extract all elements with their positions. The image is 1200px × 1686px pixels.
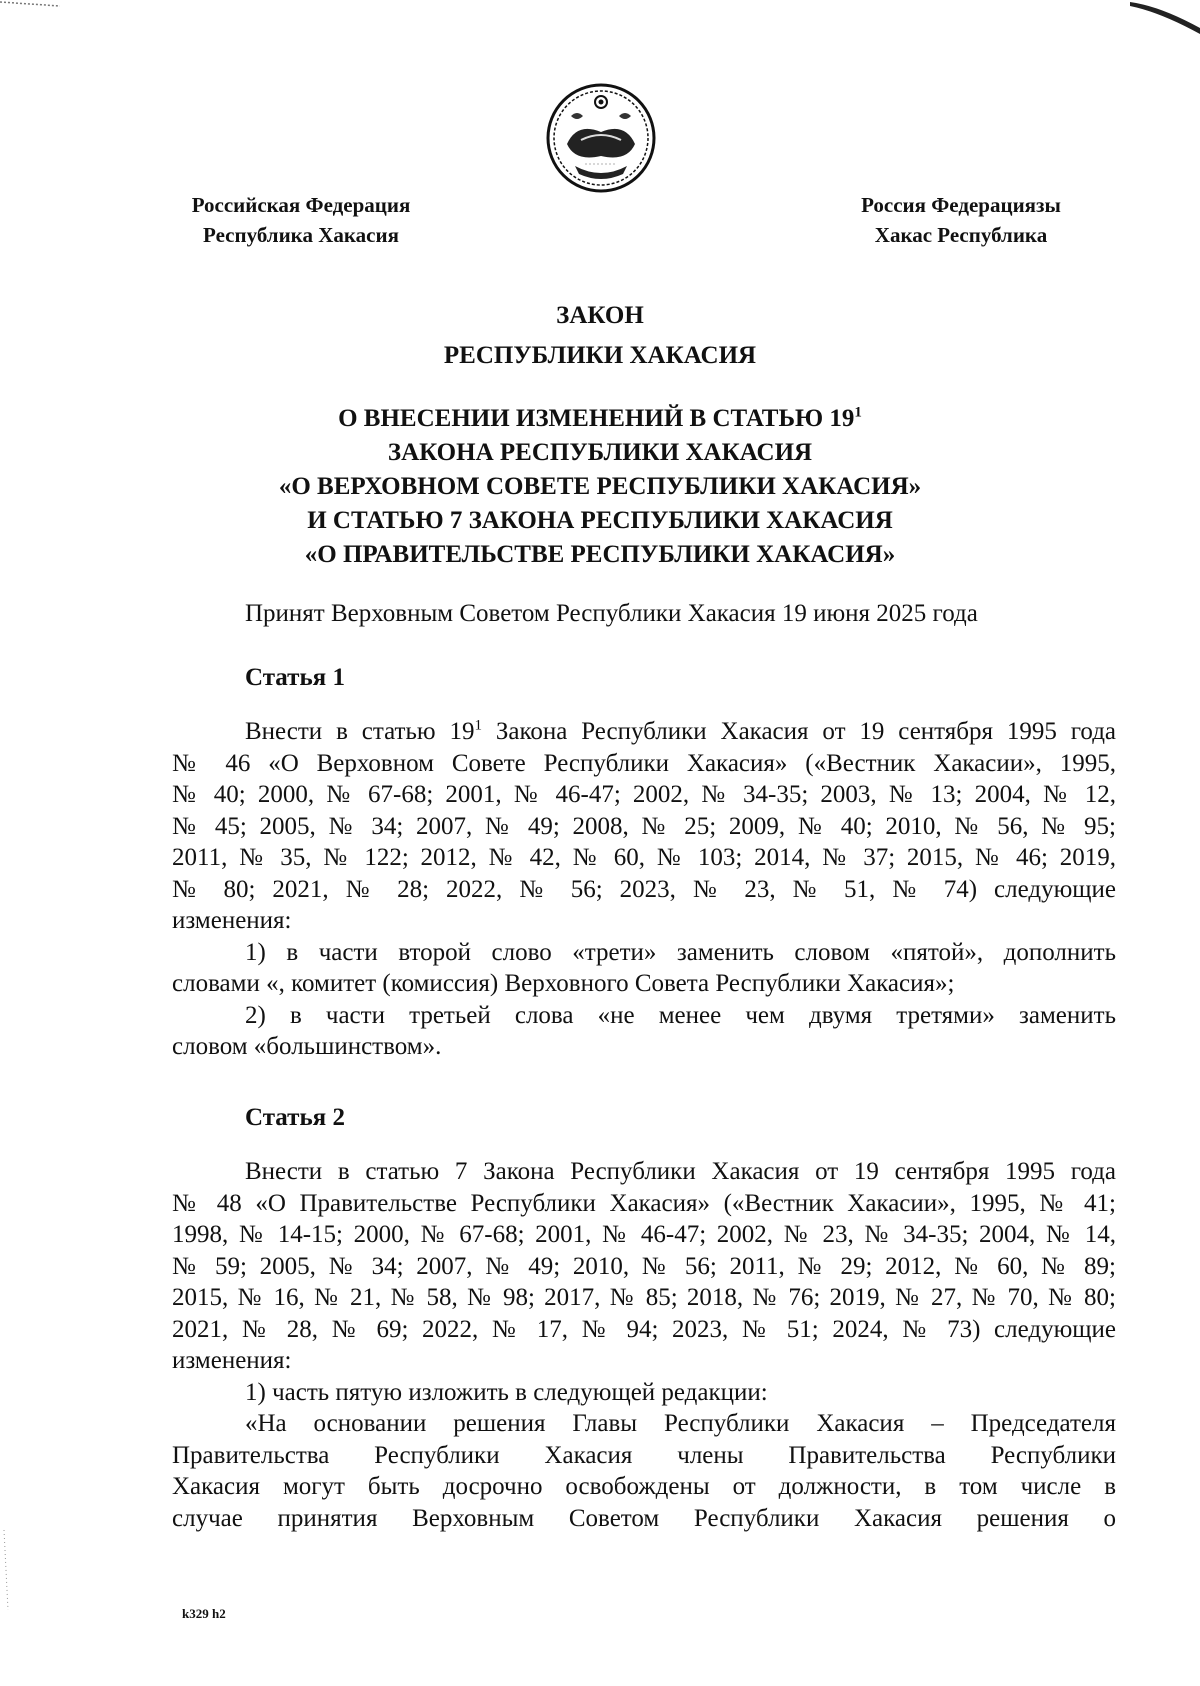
article1-intro-line: № 80; 2021, № 28; 2022, № 56; 2023, № 23, № 51, № 74) следующие [172, 875, 1116, 903]
article2-intro-line: Внести в статью 7 Закона Республики Хакасия от 19 сентября 1995 года [245, 1158, 1116, 1185]
header-right [838, 190, 1084, 250]
header-left-line1: Российская Федерация [191, 193, 411, 217]
article2-intro-line: 2021, № 28, № 69; 2022, № 17, № 94; 2023, № 51; 2024, № 73) следующие [172, 1315, 1116, 1343]
article1-item2-line: словом «большинством». [172, 1033, 442, 1060]
article1-item2 [172, 1000, 1116, 1063]
article1-intro-line: № 45; 2005, № 34; 2007, № 49; 2008, № 25; 2009, № 40; 2010, № 56, № 95; [172, 812, 1116, 840]
article2-quote-line: Правительства Республики Хакасия члены Правительства Республики [172, 1441, 1116, 1469]
document-code: k329 h2 [182, 1606, 226, 1621]
article2-body [172, 1156, 1116, 1534]
article1-item1-line: 1) в части второй слово «трети» заменить словом «пятой», дополнить [245, 938, 1116, 966]
article1-intro-line: 2011, № 35, № 122; 2012, № 42, № 60, № 103; 2014, № 37; 2015, № 46; 2019, [172, 844, 1116, 871]
article1-intro-line: № 40; 2000, № 67-68; 2001, № 46-47; 2002, № 34-35; 2003, № 13; 2004, № 12, [172, 781, 1116, 808]
article2-title: Статья 2 [245, 1104, 345, 1131]
article1-intro-line: № 46 «О Верховном Совете Республики Хакасия» («Вестник Хакасии», 1995, [172, 749, 1116, 777]
subject-line1 [150, 402, 1050, 436]
subject-line3: «О ВЕРХОВНОМ СОВЕТЕ РЕСПУБЛИКИ ХАКАСИЯ» [278, 473, 922, 500]
article2-intro-line: № 48 «О Правительстве Республики Хакасия» («Вестник Хакасии», 1995, № 41; [172, 1189, 1116, 1217]
article2-intro-line: 2015, № 16, № 21, № 58, № 98; 2017, № 85; 2018, № 76; 2019, № 27, № 70, № 80; [172, 1284, 1116, 1311]
subject-line1-main: О ВНЕСЕНИИ ИЗМЕНЕНИЙ В СТАТЬЮ 19 [338, 405, 855, 432]
header-right-line2: Хакас Республика [874, 223, 1048, 247]
scan-artifact-top-left [0, 0, 60, 14]
header-left-line2: Республика Хакасия [203, 223, 399, 247]
header-left [170, 190, 432, 250]
subject-line4: И СТАТЬЮ 7 ЗАКОНА РЕСПУБЛИКИ ХАКАСИЯ [307, 507, 893, 534]
adoption-statement: Принят Верховным Советом Республики Хакасия 19 июня 2025 года [245, 600, 978, 627]
article2-intro-line: № 59; 2005, № 34; 2007, № 49; 2010, № 56; 2011, № 29; 2012, № 60, № 89; [172, 1252, 1116, 1280]
article1-item1-line: словами «, комитет (комиссия) Верховного Совета Республики Хакасия»; [172, 970, 955, 997]
law-line2: РЕСПУБЛИКИ ХАКАСИЯ [443, 342, 757, 369]
article2-intro-line: 1998, № 14-15; 2000, № 67-68; 2001, № 46-47; 2002, № 23, № 34-35; 2004, № 14, [172, 1221, 1116, 1248]
subject-line2: ЗАКОНА РЕСПУБЛИКИ ХАКАСИЯ [387, 439, 813, 466]
law-type-heading [150, 296, 1050, 376]
article2-intro-line: изменения: [172, 1347, 292, 1374]
article1-intro-line: Внести в статью $19^1$ Закона Республики Хакасия от 19 сентября 1995 года [245, 717, 1117, 745]
article1-intro-line: изменения: [172, 907, 292, 934]
coat-of-arms-emblem [545, 82, 657, 194]
article1-item2-line: 2) в части третьей слова «не менее чем двумя третями» заменить [245, 1001, 1116, 1029]
article1-item1 [172, 937, 1116, 1000]
article1-title: Статья 1 [245, 664, 345, 691]
law-line1: ЗАКОН [556, 302, 644, 329]
article2-quote [172, 1408, 1116, 1534]
scan-artifact-left-edge [0, 1530, 20, 1610]
law-subject-heading [150, 402, 1050, 572]
article2-quote-line: Хакасия могут быть досрочно освобождены от должности, в том числе в [172, 1473, 1116, 1500]
article2-item1-line: 1) часть пятую изложить в следующей редакции: [245, 1378, 768, 1406]
article2-intro [172, 1156, 1116, 1377]
article2-quote-line: случае принятия Верховным Советом Республики Хакасия решения о [172, 1504, 1116, 1532]
article1-body [172, 716, 1116, 1063]
article2-item1 [172, 1377, 1116, 1409]
subject-line1-sup: 1 [854, 404, 862, 421]
header-right-line1: Россия Федерациязы [861, 193, 1061, 217]
subject-line5: «О ПРАВИТЕЛЬСТВЕ РЕСПУБЛИКИ ХАКАСИЯ» [304, 541, 896, 568]
scan-artifact-top-right [1130, 0, 1200, 34]
article1-intro [172, 716, 1116, 937]
article2-quote-line: «На основании решения Главы Республики Хакасия – Председателя [245, 1410, 1116, 1437]
